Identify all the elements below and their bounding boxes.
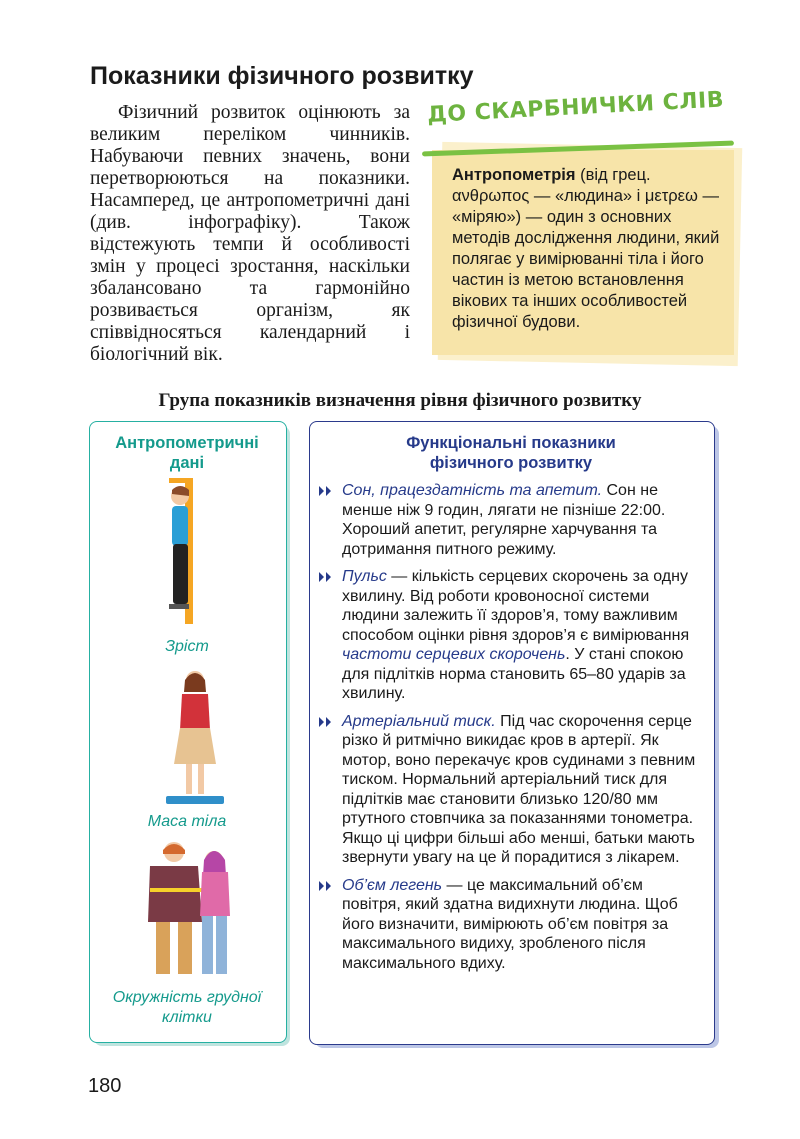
measuring-tape — [150, 888, 202, 892]
item-text: Сон не менше ніж 9 годин, лягати не пізніше 22:00. Хороший апетит, регулярне харчування та дотримання питного режиму. — [342, 482, 666, 558]
list-item-pulse — [318, 567, 706, 704]
list-item-lung-volume — [318, 876, 706, 974]
weight-measure-illustration — [160, 664, 230, 808]
girl-leg-right — [198, 764, 204, 794]
intro-paragraph: Фізичний розвиток оцінюють за великим переліком чинників. Набуваючи певних значень, вони перетворюються на показники. Насамперед, це антропометричні дані (див. інфографіку). Також відстежують темпи й особливості змін у процесі зростання, наскільки збалансовано та гармонійно розвивається організм, як співвідносяться календарний і біологічний вік. — [90, 102, 410, 365]
girl-skirt — [174, 728, 216, 764]
person-shoes — [169, 604, 189, 609]
item-lead: Артеріальний тиск. — [342, 712, 496, 730]
functional-title — [309, 433, 713, 473]
girl-sweater — [180, 694, 210, 730]
page-number: 180 — [88, 1075, 122, 1097]
anthropometric-title — [89, 433, 285, 473]
girl-leg-left — [186, 764, 192, 794]
boy-leg-right — [178, 922, 192, 974]
scale — [166, 796, 224, 804]
item-text: — кількість серцевих скорочень за одну хвилину. Від роботи кровоносної системи людини залежить її здоров’я, тому важливим способом оцінки рівня здоров’я є вимірювання — [342, 568, 690, 644]
caption-chest: Окружність грудної клітки — [112, 989, 262, 1026]
functional-list — [318, 481, 706, 981]
item-lead: Об’єм легень — [342, 876, 443, 894]
chest-measure-illustration — [130, 836, 240, 984]
group-title: Група показників визначення рівня фізичного розвитку — [158, 390, 642, 411]
vocab-term: Антропометрія — [452, 166, 576, 184]
caption-height: Зріст — [165, 638, 209, 655]
functional-title-line1: Функціональні показники — [406, 434, 616, 452]
woman-leg-right — [216, 916, 227, 974]
vocab-heading: ДО СКАРБНИЧКИ СЛІВ — [426, 87, 725, 128]
anthropometric-title-line2: дані — [169, 454, 205, 472]
double-chevron-icon — [318, 485, 334, 497]
section-title: Показники фізичного розвитку — [90, 62, 474, 90]
item-lead: Пульс — [342, 568, 387, 585]
item-emphasis: частоти серцевих скорочень — [342, 646, 566, 663]
vocab-definition — [452, 165, 722, 333]
boy-sweater — [148, 866, 202, 922]
person-shirt — [172, 506, 188, 546]
item-text: Під час скорочення серце різко й ритмічно викидає кров в артерії. Як мотор, воно перекачує кров судинами з певним тиском. Нормальний артеріальний тиск для підлітків має становити близько 120/80 мм ртутного стовпчика за показаннями тонометра. Якщо ці цифри більші або менші, батьки мають звернути увагу на це й порадитися з лікарем. — [342, 712, 696, 866]
boy-hair — [163, 844, 185, 854]
anthropometric-title-line1: Антропометричні — [115, 434, 259, 452]
height-measure-illustration — [160, 474, 220, 626]
double-chevron-icon — [318, 571, 334, 583]
list-item-pressure — [318, 712, 706, 868]
woman-leg-left — [202, 916, 213, 974]
list-item-sleep — [318, 481, 706, 559]
person-trousers — [173, 544, 188, 604]
item-text: — це максимальний об’єм повітря, який здатна видихнути людина. Щоб його визначити, вимірюють об’єм повітря за максимального видиху, зробленого після максимального вдиху. — [342, 876, 678, 972]
vocab-definition-text: (від грец. ανθρωπος — «людина» і μετρεω — «міряю») — один з основних методів дослідження людини, який полягає у вимірюванні тіла і його частин із метою встановлення вікових та інших особливостей фізичної будови. — [452, 166, 720, 331]
boy-leg-left — [156, 922, 170, 974]
woman-top — [200, 872, 230, 916]
height-ruler-slider — [169, 478, 193, 483]
item-lead: Сон, працездатність та апетит. — [342, 482, 603, 499]
double-chevron-icon — [318, 880, 334, 892]
item-tail: . У стані спокою для підлітків норма становить 65–80 ударів за хвилину. — [342, 646, 686, 702]
double-chevron-icon — [318, 716, 334, 728]
caption-weight: Маса тіла — [147, 813, 227, 830]
functional-title-line2: фізичного розвитку — [429, 454, 593, 472]
